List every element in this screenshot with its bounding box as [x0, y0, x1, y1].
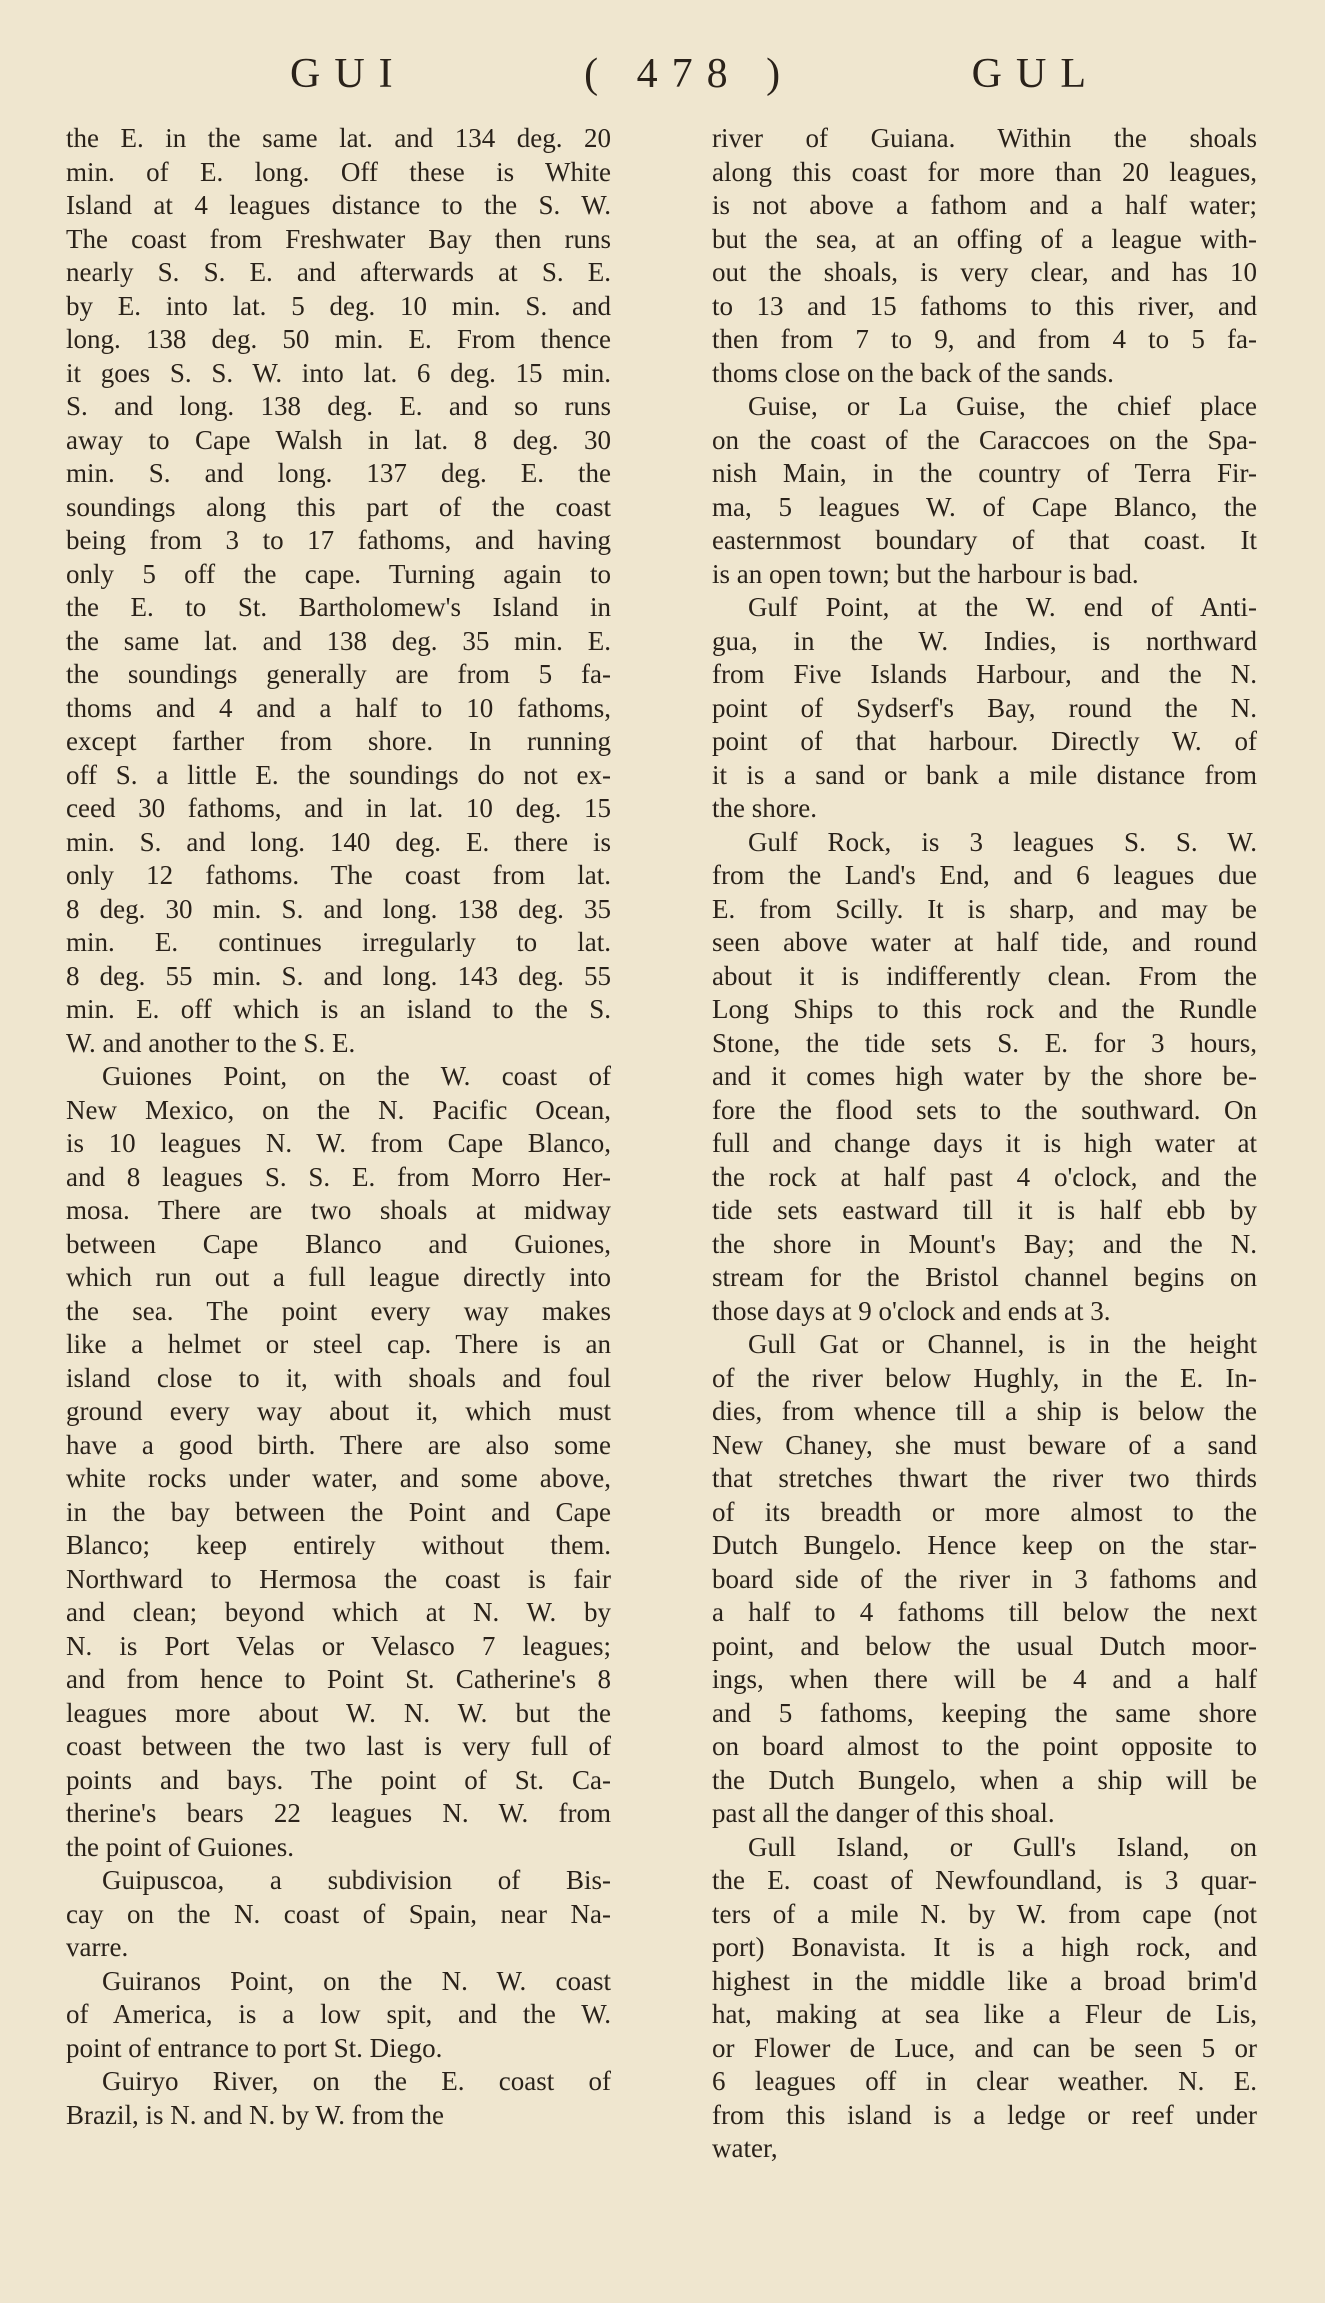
text-line: water,	[712, 2133, 778, 2163]
text-line: that stretches thwart the river two thirds	[712, 1463, 1257, 1493]
text-line: ma, 5 leagues W. of Cape Blanco, the	[712, 491, 1257, 522]
text-line: from Five Islands Harbour, and the N.	[712, 659, 1257, 689]
text-line: min. E. continues irregularly to lat.	[66, 927, 611, 957]
text-line: the point of Guiones.	[66, 1831, 294, 1862]
text-line: seen above water at half tide, and round	[712, 927, 1257, 957]
text-line: the shore in Mount's Bay; and the N.	[712, 1228, 1257, 1259]
text-line: hat, making at sea like a Fleur de Lis,	[712, 1999, 1257, 2029]
text-line: leagues more about W. N. W. but the	[66, 1697, 611, 1728]
text-line: and from hence to Point St. Catherine's 8	[66, 1664, 611, 1694]
text-line: varre.	[66, 1932, 129, 1962]
text-line: off S. a little E. the soundings do not ex-	[66, 759, 611, 790]
text-line: Stone, the tide sets S. E. for 3 hours,	[712, 1027, 1257, 1058]
text-line: on board almost to the point opposite to	[712, 1731, 1257, 1761]
text-line: 6 leagues off in clear weather. N. E.	[712, 2066, 1257, 2096]
text-line: is not above a fathom and a half water;	[712, 190, 1257, 220]
text-line: long. 138 deg. 50 min. E. From thence	[66, 324, 611, 354]
text-line: the E. coast of Newfoundland, is 3 quar-	[712, 1865, 1257, 1895]
text-line: full and change days it is high water at	[712, 1128, 1257, 1158]
text-line: and 8 leagues S. S. E. from Morro Her-	[66, 1161, 611, 1192]
text-line: but the sea, at an offing of a league with-	[712, 223, 1257, 254]
text-line: thoms close on the back of the sands.	[712, 357, 1114, 388]
text-line: Guipuscoa, a subdivision of Bis-	[102, 1865, 611, 1895]
text-line: and it comes high water by the shore be-	[712, 1061, 1257, 1091]
text-line: thoms and 4 and a half to 10 fathoms,	[66, 692, 611, 723]
text-line: nish Main, in the country of Terra Fir-	[712, 458, 1257, 488]
text-line: Island at 4 leagues distance to the S. W.	[66, 190, 611, 220]
text-line: the sea. The point every way makes	[66, 1295, 611, 1326]
text-line: N. is Port Velas or Velasco 7 leagues;	[66, 1630, 611, 1661]
text-line: out the shoals, is very clear, and has 10	[712, 257, 1257, 287]
text-line: port) Bonavista. It is a high rock, and	[712, 1932, 1257, 1962]
text-line: Gulf Rock, is 3 leagues S. S. W.	[748, 826, 1257, 857]
text-line: highest in the middle like a broad brim'd	[712, 1965, 1257, 1996]
text-line: coast between the two last is very full of	[66, 1731, 611, 1761]
text-line: the shore.	[712, 793, 817, 823]
text-line: tide sets eastward till it is half ebb by	[712, 1195, 1257, 1225]
text-line: Northward to Hermosa the coast is fair	[66, 1563, 611, 1594]
text-line: the E. to St. Bartholomew's Island in	[66, 592, 611, 622]
text-line: Guiryo River, on the E. coast of	[102, 2066, 611, 2096]
text-line: point of that harbour. Directly W. of	[712, 726, 1257, 756]
text-line: E. from Scilly. It is sharp, and may be	[712, 893, 1257, 924]
text-line: ters of a mile N. by W. from cape (not	[712, 1898, 1257, 1929]
header-right-word: GUL	[971, 51, 1100, 97]
text-line: gua, in the W. Indies, is northward	[712, 625, 1257, 656]
left-text-column	[66, 122, 611, 2282]
text-line: New Mexico, on the N. Pacific Ocean,	[66, 1094, 611, 1125]
text-line: on the coast of the Caraccoes on the Spa-	[712, 424, 1257, 455]
text-line: it is a sand or bank a mile distance from	[712, 759, 1257, 790]
text-line: 8 deg. 30 min. S. and long. 138 deg. 35	[66, 893, 611, 924]
text-line: those days at 9 o'clock and ends at 3.	[712, 1295, 1111, 1326]
text-line: like a helmet or steel cap. There is an	[66, 1329, 611, 1359]
text-line: which run out a full league directly into	[66, 1262, 611, 1292]
right-text-column	[712, 122, 1257, 2282]
text-line: by E. into lat. 5 deg. 10 min. S. and	[66, 290, 611, 321]
text-line: and 5 fathoms, keeping the same shore	[712, 1697, 1257, 1728]
text-line: point, and below the usual Dutch moor-	[712, 1630, 1257, 1661]
text-line: of the river below Hughly, in the E. In-	[712, 1362, 1257, 1393]
text-line: or Flower de Luce, and can be seen 5 or	[712, 2032, 1257, 2063]
text-line: is an open town; but the harbour is bad.	[712, 558, 1139, 589]
text-line: stream for the Bristol channel begins on	[712, 1262, 1257, 1292]
text-line: fore the flood sets to the southward. On	[712, 1094, 1257, 1125]
text-line: Blanco; keep entirely without them.	[66, 1530, 611, 1560]
header-left-word: GUI	[290, 51, 407, 97]
text-line: of America, is a low spit, and the W.	[66, 1999, 611, 2029]
text-line: min. E. off which is an island to the S.	[66, 994, 611, 1024]
text-line: only 12 fathoms. The coast from lat.	[66, 860, 611, 890]
text-line: min. S. and long. 140 deg. E. there is	[66, 826, 611, 857]
text-line: ceed 30 fathoms, and in lat. 10 deg. 15	[66, 793, 611, 823]
text-line: the E. in the same lat. and 134 deg. 20	[66, 123, 611, 153]
text-line: Gull Island, or Gull's Island, on	[748, 1831, 1257, 1862]
text-line: past all the danger of this shoal.	[712, 1798, 1055, 1828]
text-line: mosa. There are two shoals at midway	[66, 1195, 611, 1225]
text-line: ground every way about it, which must	[66, 1396, 611, 1426]
text-line: then from 7 to 9, and from 4 to 5 fa-	[712, 324, 1257, 354]
text-line: points and bays. The point of St. Ca-	[66, 1764, 611, 1795]
text-line: point of entrance to port St. Diego.	[66, 2032, 443, 2063]
text-line: have a good birth. There are also some	[66, 1429, 611, 1460]
text-line: about it is indifferently clean. From the	[712, 960, 1257, 991]
text-line: between Cape Blanco and Guiones,	[66, 1228, 611, 1259]
text-line: Guiranos Point, on the N. W. coast	[102, 1965, 611, 1996]
text-line: Long Ships to this rock and the Rundle	[712, 994, 1257, 1024]
text-line: Gull Gat or Channel, is in the height	[748, 1329, 1257, 1359]
text-line: the soundings generally are from 5 fa-	[66, 659, 611, 689]
text-line: The coast from Freshwater Bay then runs	[66, 223, 611, 254]
text-line: ings, when there will be 4 and a half	[712, 1664, 1257, 1694]
text-line: Guiones Point, on the W. coast of	[102, 1061, 611, 1091]
text-line: the same lat. and 138 deg. 35 min. E.	[66, 625, 611, 656]
text-line: 8 deg. 55 min. S. and long. 143 deg. 55	[66, 960, 611, 991]
text-line: except farther from shore. In running	[66, 726, 611, 756]
text-line: only 5 off the cape. Turning again to	[66, 558, 611, 589]
text-line: easternmost boundary of that coast. It	[712, 525, 1257, 555]
text-line: being from 3 to 17 fathoms, and having	[66, 525, 611, 555]
text-line: therine's bears 22 leagues N. W. from	[66, 1798, 611, 1828]
text-line: dies, from whence till a ship is below the	[712, 1396, 1257, 1426]
text-line: min. of E. long. Off these is White	[66, 156, 611, 187]
text-line: Guise, or La Guise, the chief place	[748, 391, 1257, 421]
text-line: in the bay between the Point and Cape	[66, 1496, 611, 1527]
text-line: Dutch Bungelo. Hence keep on the star-	[712, 1530, 1257, 1560]
text-line: nearly S. S. E. and afterwards at S. E.	[66, 257, 611, 287]
text-line: from this island is a ledge or reef under	[712, 2099, 1257, 2130]
text-line: New Chaney, she must beware of a sand	[712, 1429, 1257, 1460]
running-head	[290, 50, 1100, 110]
text-line: Brazil, is N. and N. by W. from the	[66, 2099, 444, 2130]
text-line: min. S. and long. 137 deg. E. the	[66, 458, 611, 488]
text-line: W. and another to the S. E.	[66, 1027, 356, 1058]
text-line: Gulf Point, at the W. end of Anti-	[748, 592, 1257, 622]
page-number: ( 478 )	[584, 51, 795, 97]
text-line: river of Guiana. Within the shoals	[712, 123, 1257, 153]
text-line: of its breadth or more almost to the	[712, 1496, 1257, 1527]
text-line: along this coast for more than 20 leagues,	[712, 156, 1257, 187]
text-line: to 13 and 15 fathoms to this river, and	[712, 290, 1257, 321]
text-line: point of Sydserf's Bay, round the N.	[712, 692, 1257, 723]
text-line: it goes S. S. W. into lat. 6 deg. 15 min.	[66, 357, 611, 388]
text-line: cay on the N. coast of Spain, near Na-	[66, 1898, 611, 1929]
text-line: the rock at half past 4 o'clock, and the	[712, 1161, 1257, 1192]
text-line: is 10 leagues N. W. from Cape Blanco,	[66, 1128, 611, 1158]
text-line: a half to 4 fathoms till below the next	[712, 1597, 1257, 1627]
text-line: and clean; beyond which at N. W. by	[66, 1597, 611, 1627]
text-line: S. and long. 138 deg. E. and so runs	[66, 391, 611, 421]
text-line: soundings along this part of the coast	[66, 491, 611, 522]
text-line: the Dutch Bungelo, when a ship will be	[712, 1764, 1257, 1795]
text-line: island close to it, with shoals and foul	[66, 1362, 611, 1393]
text-line: board side of the river in 3 fathoms and	[712, 1563, 1257, 1594]
text-line: away to Cape Walsh in lat. 8 deg. 30	[66, 424, 611, 455]
text-line: white rocks under water, and some above,	[66, 1463, 611, 1493]
text-line: from the Land's End, and 6 leagues due	[712, 860, 1257, 890]
